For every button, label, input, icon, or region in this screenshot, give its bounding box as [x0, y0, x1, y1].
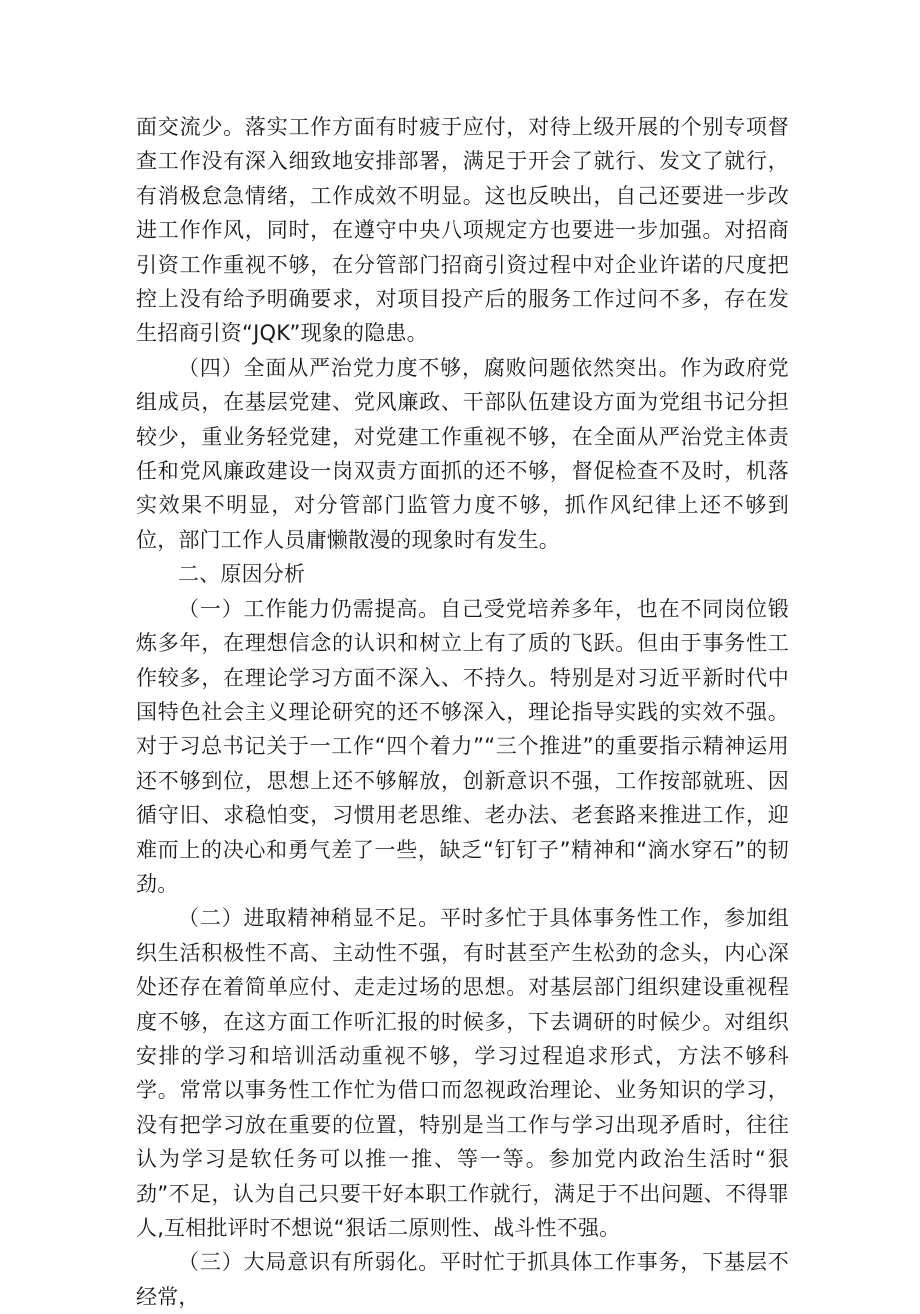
- heading-cause-analysis: 二、原因分析: [178, 562, 306, 587]
- paragraph-cause-three: （三）大局意识有所弱化。平时忙于抓具体工作事务，下基层不经常，: [136, 1250, 789, 1309]
- document-body: [136, 110, 789, 1314]
- paragraph-section-four: （四）全面从严治党力度不够，腐败问题依然突出。作为政府党组成员，在基层党建、党风廉政、干部队伍建设方面为党组书记分担较少，重业务轻党建，对党建工作重视不够，在全面从严治党主体责任和党风廉政建设一岗双责方面抓的还不够，督促检查不及时，机落实效果不明显，对分管部门监管力度不够，抓作风纪律上还不够到位，部门工作人员庸懒散漫的现象时有发生。: [136, 355, 789, 552]
- paragraph-continued: 面交流少。落实工作方面有时疲于应付，对待上级开展的个别专项督查工作没有深入细致地安排部署，满足于开会了就行、发文了就行，有消极怠急情绪，工作成效不明显。这也反映出，自己还要进一步改进工作作风，同时，在遵守中央八项规定方也要进一步加强。对招商引资工作重视不够，在分管部门招商引资过程中对企业许诺的尺度把控上没有给予明确要求，对项目投产后的服务工作过问不多，存在发生招商引资“JQK”现象的隐患。: [136, 115, 789, 346]
- paragraph-cause-one: （一）工作能力仍需提高。自己受党培养多年，也在不同岗位锻炼多年，在理想信念的认识和树立上有了质的飞跃。但由于事务性工作较多，在理论学习方面不深入、不持久。特别是对习近平新时代中国特色社会主义理论研究的还不够深入，理论指导实践的实效不强。对于习总书记关于一工作“四个着力”“三个推进”的重要指示精神运用还不够到位，思想上还不够解放，创新意识不强，工作按部就班、因循守旧、求稳怕变，习惯用老思维、老办法、老套路来推进工作，迎难而上的决心和勇气差了一些，缺乏“钉钉子”精神和“滴水穿石”的韧劲。: [136, 596, 789, 896]
- paragraph-cause-two: （二）进取精神稍显不足。平时多忙于具体事务性工作，参加组织生活积极性不高、主动性不强，有时甚至产生松劲的念头，内心深处还存在着简单应付、走走过场的思想。对基层部门组织建设重视程度不够，在这方面工作听汇报的时候多，下去调研的时候少。对组织安排的学习和培训活动重视不够，学习过程追求形式，方法不够科学。常常以事务性工作忙为借口而忽视政治理论、业务知识的学习，没有把学习放在重要的位置，特别是当工作与学习出现矛盾时，往往认为学习是软任务可以推一推、等一等。参加党内政治生活时“狠劲”不足，认为自己只要干好本职工作就行，满足于不出问题、不得罪人,互相批评时不想说“狠话二原则性、战斗性不强。: [136, 906, 789, 1240]
